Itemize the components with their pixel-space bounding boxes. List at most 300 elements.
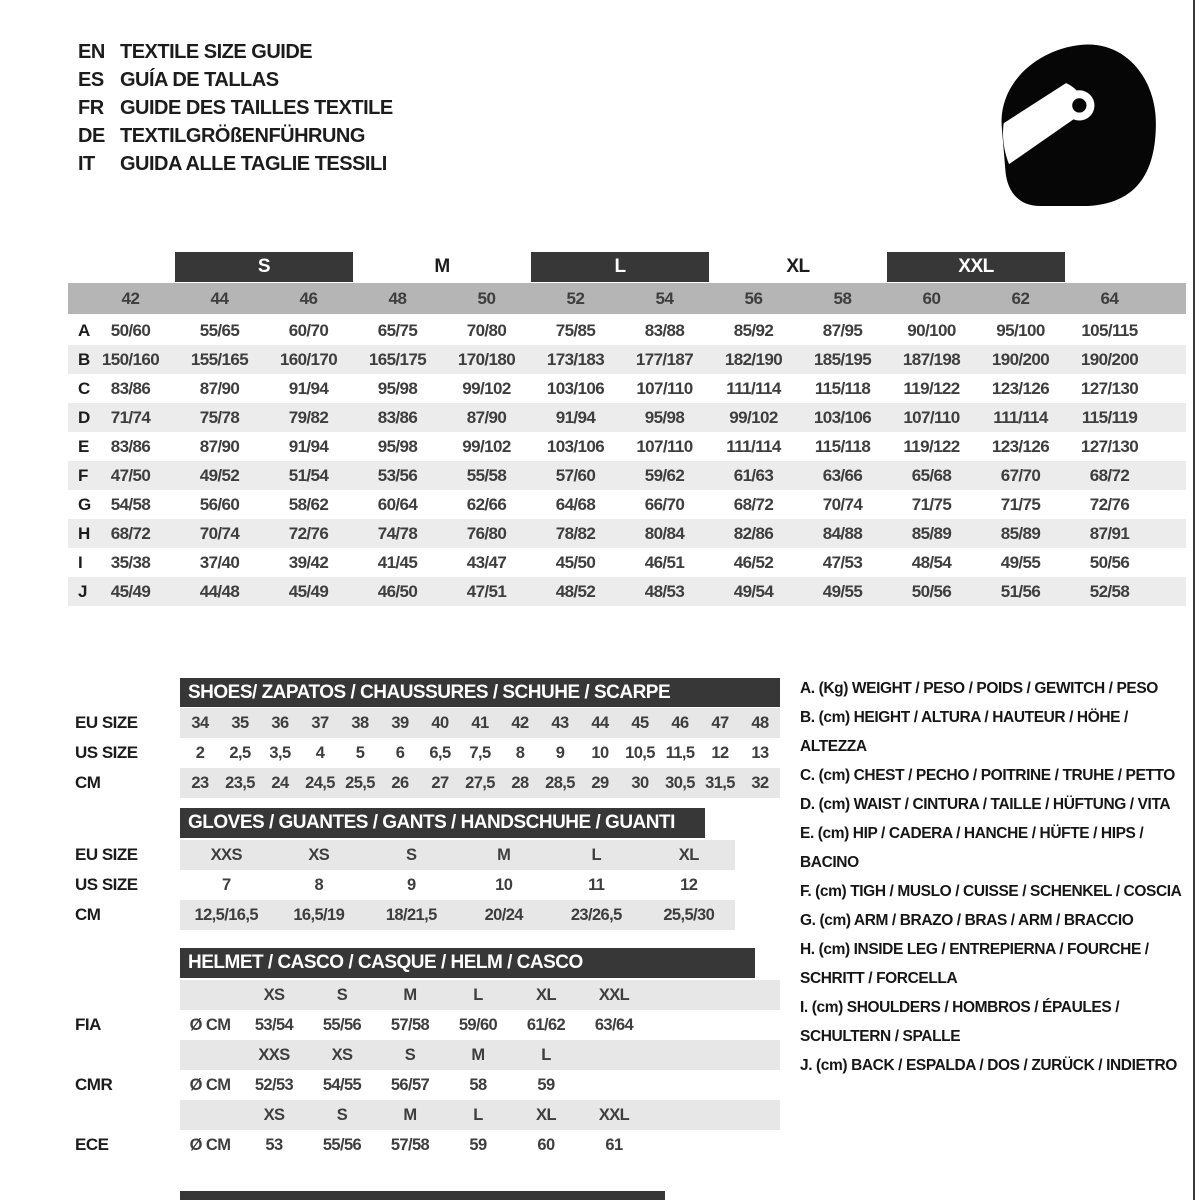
- size-label: M: [471, 1046, 485, 1064]
- table-cell: 187/198: [902, 350, 961, 369]
- size-column-header: 64: [1100, 289, 1119, 308]
- size-label: XXL: [598, 986, 630, 1004]
- table-cell: 50/60: [110, 321, 151, 340]
- table-cell: 82/86: [733, 524, 774, 543]
- table-cell: 57/58: [390, 1016, 430, 1034]
- table-cell: M: [497, 846, 511, 864]
- table-cell: 75/85: [555, 321, 596, 340]
- size-group-xxl: XXL: [887, 252, 1065, 282]
- size-label: XL: [536, 1106, 556, 1124]
- numeric-size-band: [68, 283, 1186, 314]
- size-system-label: CM: [75, 773, 101, 792]
- table-cell: 35/38: [110, 553, 151, 572]
- table-cell: 119/122: [903, 379, 960, 398]
- row-values: [68, 490, 1186, 519]
- table-cell: 51/56: [1000, 582, 1041, 601]
- table-cell: 103/106: [546, 437, 605, 456]
- helmet-size-header-row: [180, 1100, 780, 1130]
- size-label: S: [336, 986, 348, 1004]
- table-cell: 83/86: [377, 408, 418, 427]
- table-cell: 12,5/16,5: [194, 906, 258, 924]
- size-column-header: 62: [1011, 289, 1030, 308]
- row-values: [68, 316, 1186, 345]
- guide-title: GUIDA ALLE TAGLIE TESSILI: [120, 153, 387, 175]
- table-cell: 80/84: [644, 524, 685, 543]
- table-cell: 75/78: [199, 408, 240, 427]
- table-cell: 70/80: [466, 321, 507, 340]
- table-cell: 87/95: [822, 321, 863, 340]
- size-system-label: CM: [75, 905, 101, 924]
- row-values: [68, 577, 1186, 606]
- table-cell: 177/187: [635, 350, 694, 369]
- table-cell: 70/74: [822, 495, 863, 514]
- helmet-values: [180, 1070, 780, 1100]
- unit-label: Ø CM: [189, 1076, 231, 1094]
- table-cell: 9: [406, 876, 416, 894]
- table-cell: 25,5: [345, 774, 375, 792]
- table-row: [68, 577, 1186, 606]
- language-row: [78, 150, 393, 178]
- table-cell: 74/78: [377, 524, 418, 543]
- table-cell: 10: [591, 744, 609, 762]
- table-cell: 115/118: [814, 437, 871, 456]
- table-cell: 4: [315, 744, 325, 762]
- table-cell: 107/110: [636, 379, 693, 398]
- table-cell: 87/90: [466, 408, 507, 427]
- table-cell: 26: [391, 774, 409, 792]
- table-cell: 53/54: [254, 1016, 294, 1034]
- size-row: [180, 708, 780, 738]
- table-cell: 60: [537, 1136, 555, 1154]
- table-cell: 59/60: [458, 1016, 498, 1034]
- table-cell: 30: [631, 774, 649, 792]
- table-cell: 30,5: [665, 774, 695, 792]
- guide-title: GUIDE DES TAILLES TEXTILE: [120, 97, 393, 119]
- table-cell: 58: [469, 1076, 487, 1094]
- table-cell: 71/75: [911, 495, 952, 514]
- standard-label-ece: ECE: [75, 1135, 109, 1154]
- empty-cell: [180, 1100, 240, 1130]
- table-cell: 173/183: [546, 350, 605, 369]
- table-cell: 7: [221, 876, 231, 894]
- table-cell: 23,5: [225, 774, 255, 792]
- table-cell: 37: [311, 714, 329, 732]
- table-cell: 68/72: [110, 524, 151, 543]
- size-column-header: 42: [121, 289, 140, 308]
- table-cell: 123/126: [991, 379, 1050, 398]
- table-cell: 87/91: [1089, 524, 1130, 543]
- size-row: [180, 870, 735, 900]
- table-cell: 72/76: [1089, 495, 1130, 514]
- row-values: [68, 403, 1186, 432]
- table-cell: 3,5: [269, 744, 291, 762]
- language-row: [78, 122, 393, 150]
- table-cell: 54/58: [110, 495, 151, 514]
- size-row-values: [180, 708, 780, 738]
- table-cell: 47: [711, 714, 729, 732]
- helmet-size-header-row: [180, 1040, 780, 1070]
- table-cell: 2: [195, 744, 205, 762]
- table-cell: 182/190: [724, 350, 783, 369]
- size-label: M: [403, 986, 417, 1004]
- table-cell: 107/110: [903, 408, 960, 427]
- table-cell: 41/45: [377, 553, 418, 572]
- measurement-legend: [800, 674, 1192, 1080]
- table-cell: 111/114: [726, 379, 781, 398]
- row-values: [68, 345, 1186, 374]
- size-row-values: [180, 900, 735, 930]
- table-cell: 49/52: [199, 466, 240, 485]
- table-cell: 85/92: [733, 321, 774, 340]
- table-cell: 49/54: [733, 582, 774, 601]
- unit-label: Ø CM: [189, 1136, 231, 1154]
- size-row: [180, 738, 780, 768]
- helmet-value-row: [180, 1070, 780, 1100]
- table-cell: 54/55: [322, 1076, 362, 1094]
- row-label: C: [78, 379, 91, 398]
- size-label: M: [403, 1106, 417, 1124]
- right-border-line: [1193, 0, 1195, 1200]
- table-cell: 66/70: [644, 495, 685, 514]
- size-label: L: [541, 1046, 551, 1064]
- table-cell: 45/49: [288, 582, 329, 601]
- table-cell: 127/130: [1080, 379, 1139, 398]
- table-cell: 56/57: [390, 1076, 430, 1094]
- size-column-header: 52: [566, 289, 585, 308]
- table-cell: 58/62: [288, 495, 329, 514]
- size-row: [180, 840, 735, 870]
- table-cell: 83/86: [110, 437, 151, 456]
- legend-item: E. (cm) HIP / CADERA / HANCHE / HÜFTE / HIPS / BACINO: [800, 825, 1144, 871]
- table-cell: 85/89: [1000, 524, 1041, 543]
- table-cell: 45/50: [555, 553, 596, 572]
- table-cell: 48/53: [644, 582, 685, 601]
- helmet-value-row: [180, 1130, 780, 1160]
- size-label: S: [336, 1106, 348, 1124]
- legend-item: D. (cm) WAIST / CINTURA / TAILLE / HÜFTUNG / VITA: [800, 796, 1171, 813]
- language-code: DE: [78, 125, 105, 147]
- size-label: XS: [263, 986, 285, 1004]
- helmet-value-row: [180, 1010, 780, 1040]
- table-row: [68, 548, 1186, 577]
- row-label: F: [78, 466, 89, 485]
- table-cell: 37/40: [199, 553, 240, 572]
- legend-item: F. (cm) TIGH / MUSLO / CUISSE / SCHENKEL / COSCIA: [800, 883, 1182, 900]
- measurement-rows: [0, 316, 1200, 606]
- table-cell: 61/62: [526, 1016, 566, 1034]
- language-row: [78, 66, 393, 94]
- table-row: [68, 461, 1186, 490]
- table-row: [68, 432, 1186, 461]
- table-cell: 127/130: [1080, 437, 1139, 456]
- table-cell: 24,5: [305, 774, 335, 792]
- table-cell: 44: [591, 714, 609, 732]
- size-column-header: 46: [299, 289, 318, 308]
- table-cell: 46: [671, 714, 689, 732]
- cut-off-section-bar: [180, 1191, 665, 1200]
- size-label: S: [404, 1046, 416, 1064]
- size-row-values: [180, 738, 780, 768]
- size-system-label: US SIZE: [75, 743, 138, 762]
- table-cell: 95/98: [644, 408, 685, 427]
- table-cell: 105/115: [1081, 321, 1138, 340]
- size-system-label: US SIZE: [75, 875, 138, 894]
- table-cell: XL: [678, 846, 699, 864]
- table-cell: 50/56: [911, 582, 952, 601]
- table-cell: 5: [355, 744, 365, 762]
- table-cell: 155/165: [190, 350, 249, 369]
- size-row-values: [180, 840, 735, 870]
- size-group-xl: XL: [786, 256, 810, 277]
- table-cell: XS: [308, 846, 330, 864]
- row-values: [68, 432, 1186, 461]
- table-cell: 11: [588, 876, 605, 894]
- table-cell: 76/80: [466, 524, 507, 543]
- table-cell: 24: [271, 774, 289, 792]
- row-label: D: [78, 408, 91, 427]
- table-cell: 16,5/19: [293, 906, 345, 924]
- size-row: [180, 900, 735, 930]
- table-cell: 91/94: [288, 437, 329, 456]
- table-cell: 95/100: [996, 321, 1045, 340]
- table-cell: 71/74: [110, 408, 151, 427]
- table-cell: 84/88: [822, 524, 863, 543]
- row-values: [68, 374, 1186, 403]
- table-cell: 23: [191, 774, 209, 792]
- table-cell: 60/64: [377, 495, 418, 514]
- size-column-header: 50: [477, 289, 496, 308]
- size-column-header: 60: [922, 289, 941, 308]
- table-cell: 9: [555, 744, 565, 762]
- language-code: EN: [78, 41, 105, 63]
- table-cell: 10: [495, 876, 513, 894]
- size-column-header: 56: [744, 289, 763, 308]
- guide-title: TEXTILGRÖßENFÜHRUNG: [120, 125, 365, 147]
- table-cell: 103/106: [546, 379, 605, 398]
- table-cell: 47/51: [466, 582, 507, 601]
- language-code: ES: [78, 69, 104, 91]
- table-cell: 49/55: [1000, 553, 1041, 572]
- table-cell: 28: [511, 774, 529, 792]
- size-row-values: [180, 768, 780, 798]
- size-column-header: 54: [655, 289, 674, 308]
- size-group-row: [86, 252, 1200, 282]
- table-cell: 119/122: [903, 437, 960, 456]
- size-column-header: 48: [388, 289, 407, 308]
- table-cell: 25,5/30: [663, 906, 715, 924]
- legend-item: I. (cm) SHOULDERS / HOMBROS / ÉPAULES / SCHULTERN / SPALLE: [800, 999, 1120, 1045]
- table-cell: 42: [511, 714, 529, 732]
- legend-item: B. (cm) HEIGHT / ALTURA / HAUTEUR / HÖHE / ALTEZZA: [800, 709, 1128, 755]
- helmet-sizes: [180, 1100, 780, 1130]
- table-cell: 150/160: [101, 350, 160, 369]
- table-cell: 6: [395, 744, 405, 762]
- table-cell: 52/58: [1089, 582, 1130, 601]
- table-cell: 111/114: [993, 408, 1048, 427]
- table-cell: 170/180: [457, 350, 516, 369]
- row-values: [68, 548, 1186, 577]
- table-cell: 53/56: [377, 466, 418, 485]
- table-cell: 83/86: [110, 379, 151, 398]
- row-label: G: [78, 495, 92, 514]
- table-cell: 27,5: [465, 774, 495, 792]
- table-cell: 56/60: [199, 495, 240, 514]
- table-cell: 52/53: [254, 1076, 294, 1094]
- table-cell: 48: [751, 714, 769, 732]
- table-cell: 115/119: [1081, 408, 1138, 427]
- row-label: A: [78, 321, 91, 340]
- size-system-label: EU SIZE: [75, 845, 138, 864]
- apparel-size-table: [0, 252, 1200, 606]
- table-cell: 91/94: [288, 379, 329, 398]
- table-cell: 49/55: [822, 582, 863, 601]
- table-cell: 87/90: [199, 379, 240, 398]
- size-label: L: [473, 986, 483, 1004]
- table-cell: 28,5: [545, 774, 575, 792]
- table-cell: 12: [711, 744, 729, 762]
- table-cell: 70/74: [199, 524, 240, 543]
- size-label: XS: [263, 1106, 285, 1124]
- table-cell: 51/54: [288, 466, 329, 485]
- table-cell: 43: [551, 714, 569, 732]
- row-label: J: [78, 582, 88, 601]
- table-cell: 107/110: [636, 437, 693, 456]
- table-cell: 99/102: [462, 437, 511, 456]
- table-cell: 32: [751, 774, 769, 792]
- table-cell: 35: [231, 714, 249, 732]
- table-cell: 53: [265, 1136, 283, 1154]
- table-cell: L: [591, 846, 601, 864]
- table-cell: 90/100: [907, 321, 956, 340]
- table-cell: 60/70: [288, 321, 329, 340]
- table-cell: 7,5: [469, 744, 491, 762]
- table-cell: 46/52: [733, 553, 774, 572]
- table-cell: 61/63: [733, 466, 774, 485]
- table-cell: 2,5: [229, 744, 251, 762]
- table-cell: 50/56: [1089, 553, 1130, 572]
- table-cell: 160/170: [279, 350, 338, 369]
- standard-label-cmr: CMR: [75, 1075, 113, 1094]
- table-cell: 34: [191, 714, 209, 732]
- guide-title: GUÍA DE TALLAS: [120, 69, 279, 91]
- table-cell: 59/62: [644, 466, 685, 485]
- row-values: [68, 461, 1186, 490]
- row-values: [68, 519, 1186, 548]
- table-cell: 99/102: [729, 408, 778, 427]
- table-cell: 11,5: [665, 744, 695, 762]
- table-cell: 65/75: [377, 321, 418, 340]
- table-cell: 99/102: [462, 379, 511, 398]
- table-cell: 55/56: [322, 1136, 362, 1154]
- table-cell: 103/106: [813, 408, 872, 427]
- size-column-header: 44: [210, 289, 229, 308]
- row-label: I: [78, 553, 83, 572]
- helmet-values: [180, 1010, 780, 1040]
- table-cell: 59: [469, 1136, 487, 1154]
- row-label: H: [78, 524, 91, 543]
- table-cell: 45: [631, 714, 649, 732]
- table-cell: 41: [471, 714, 489, 732]
- helmet-size-header-row: [180, 980, 780, 1010]
- table-cell: 6,5: [429, 744, 451, 762]
- table-cell: 39: [391, 714, 409, 732]
- table-cell: 61: [605, 1136, 623, 1154]
- table-cell: 46/50: [377, 582, 418, 601]
- racing-helmet-icon: [985, 36, 1163, 214]
- size-system-label: EU SIZE: [75, 713, 138, 732]
- table-cell: 72/76: [288, 524, 329, 543]
- table-cell: 67/70: [1000, 466, 1041, 485]
- helmet-sizes: [180, 980, 780, 1010]
- table-cell: 43/47: [466, 553, 507, 572]
- table-cell: 63/66: [822, 466, 863, 485]
- size-label: XL: [536, 986, 556, 1004]
- table-cell: 64/68: [555, 495, 596, 514]
- table-row: [68, 403, 1186, 432]
- language-titles: [78, 38, 393, 178]
- table-cell: 29: [591, 774, 609, 792]
- standard-label-fia: FIA: [75, 1015, 101, 1034]
- table-row: [68, 490, 1186, 519]
- table-cell: 63/64: [594, 1016, 634, 1034]
- table-cell: 165/175: [368, 350, 427, 369]
- size-row-values: [180, 870, 735, 900]
- table-cell: 68/72: [733, 495, 774, 514]
- helmet-section-header: HELMET / CASCO / CASQUE / HELM / CASCO: [180, 948, 755, 978]
- table-cell: 45/49: [110, 582, 151, 601]
- table-cell: 23/26,5: [570, 906, 622, 924]
- table-row: [68, 345, 1186, 374]
- size-label: XXL: [598, 1106, 630, 1124]
- legend-item: C. (cm) CHEST / PECHO / POITRINE / TRUHE / PETTO: [800, 767, 1175, 784]
- gloves-section-header: GLOVES / GUANTES / GANTS / HANDSCHUHE / GUANTI: [180, 808, 705, 838]
- table-cell: 57/58: [390, 1136, 430, 1154]
- table-cell: 47/53: [822, 553, 863, 572]
- table-cell: 12: [680, 876, 698, 894]
- table-cell: 59: [537, 1076, 555, 1094]
- guide-title: TEXTILE SIZE GUIDE: [120, 41, 313, 63]
- table-cell: 91/94: [555, 408, 596, 427]
- table-cell: 78/82: [555, 524, 596, 543]
- legend-item: A. (Kg) WEIGHT / PESO / POIDS / GEWITCH / PESO: [800, 680, 1158, 697]
- table-cell: 83/88: [644, 321, 685, 340]
- table-cell: 185/195: [813, 350, 872, 369]
- legend-item: G. (cm) ARM / BRAZO / BRAS / ARM / BRACCIO: [800, 912, 1134, 929]
- table-cell: 87/90: [199, 437, 240, 456]
- table-cell: 18/21,5: [385, 906, 437, 924]
- size-group-m: M: [434, 256, 450, 277]
- table-cell: 8: [515, 744, 525, 762]
- language-code: IT: [78, 153, 95, 175]
- table-cell: 62/66: [466, 495, 507, 514]
- table-cell: 65/68: [911, 466, 952, 485]
- table-cell: 79/82: [288, 408, 329, 427]
- table-cell: 85/89: [911, 524, 952, 543]
- table-cell: 31,5: [705, 774, 735, 792]
- table-cell: 13: [751, 744, 769, 762]
- table-cell: 55/56: [322, 1016, 362, 1034]
- table-cell: 20/24: [484, 906, 523, 924]
- table-cell: 44/48: [199, 582, 240, 601]
- language-code: FR: [78, 97, 104, 119]
- shoes-section-header: SHOES/ ZAPATOS / CHAUSSURES / SCHUHE / SCARPE: [180, 678, 780, 707]
- table-row: [68, 316, 1186, 345]
- table-cell: 111/114: [726, 437, 781, 456]
- empty-cell: [180, 980, 240, 1010]
- table-cell: XXS: [210, 846, 242, 864]
- table-cell: 48/52: [555, 582, 596, 601]
- table-cell: 36: [271, 714, 289, 732]
